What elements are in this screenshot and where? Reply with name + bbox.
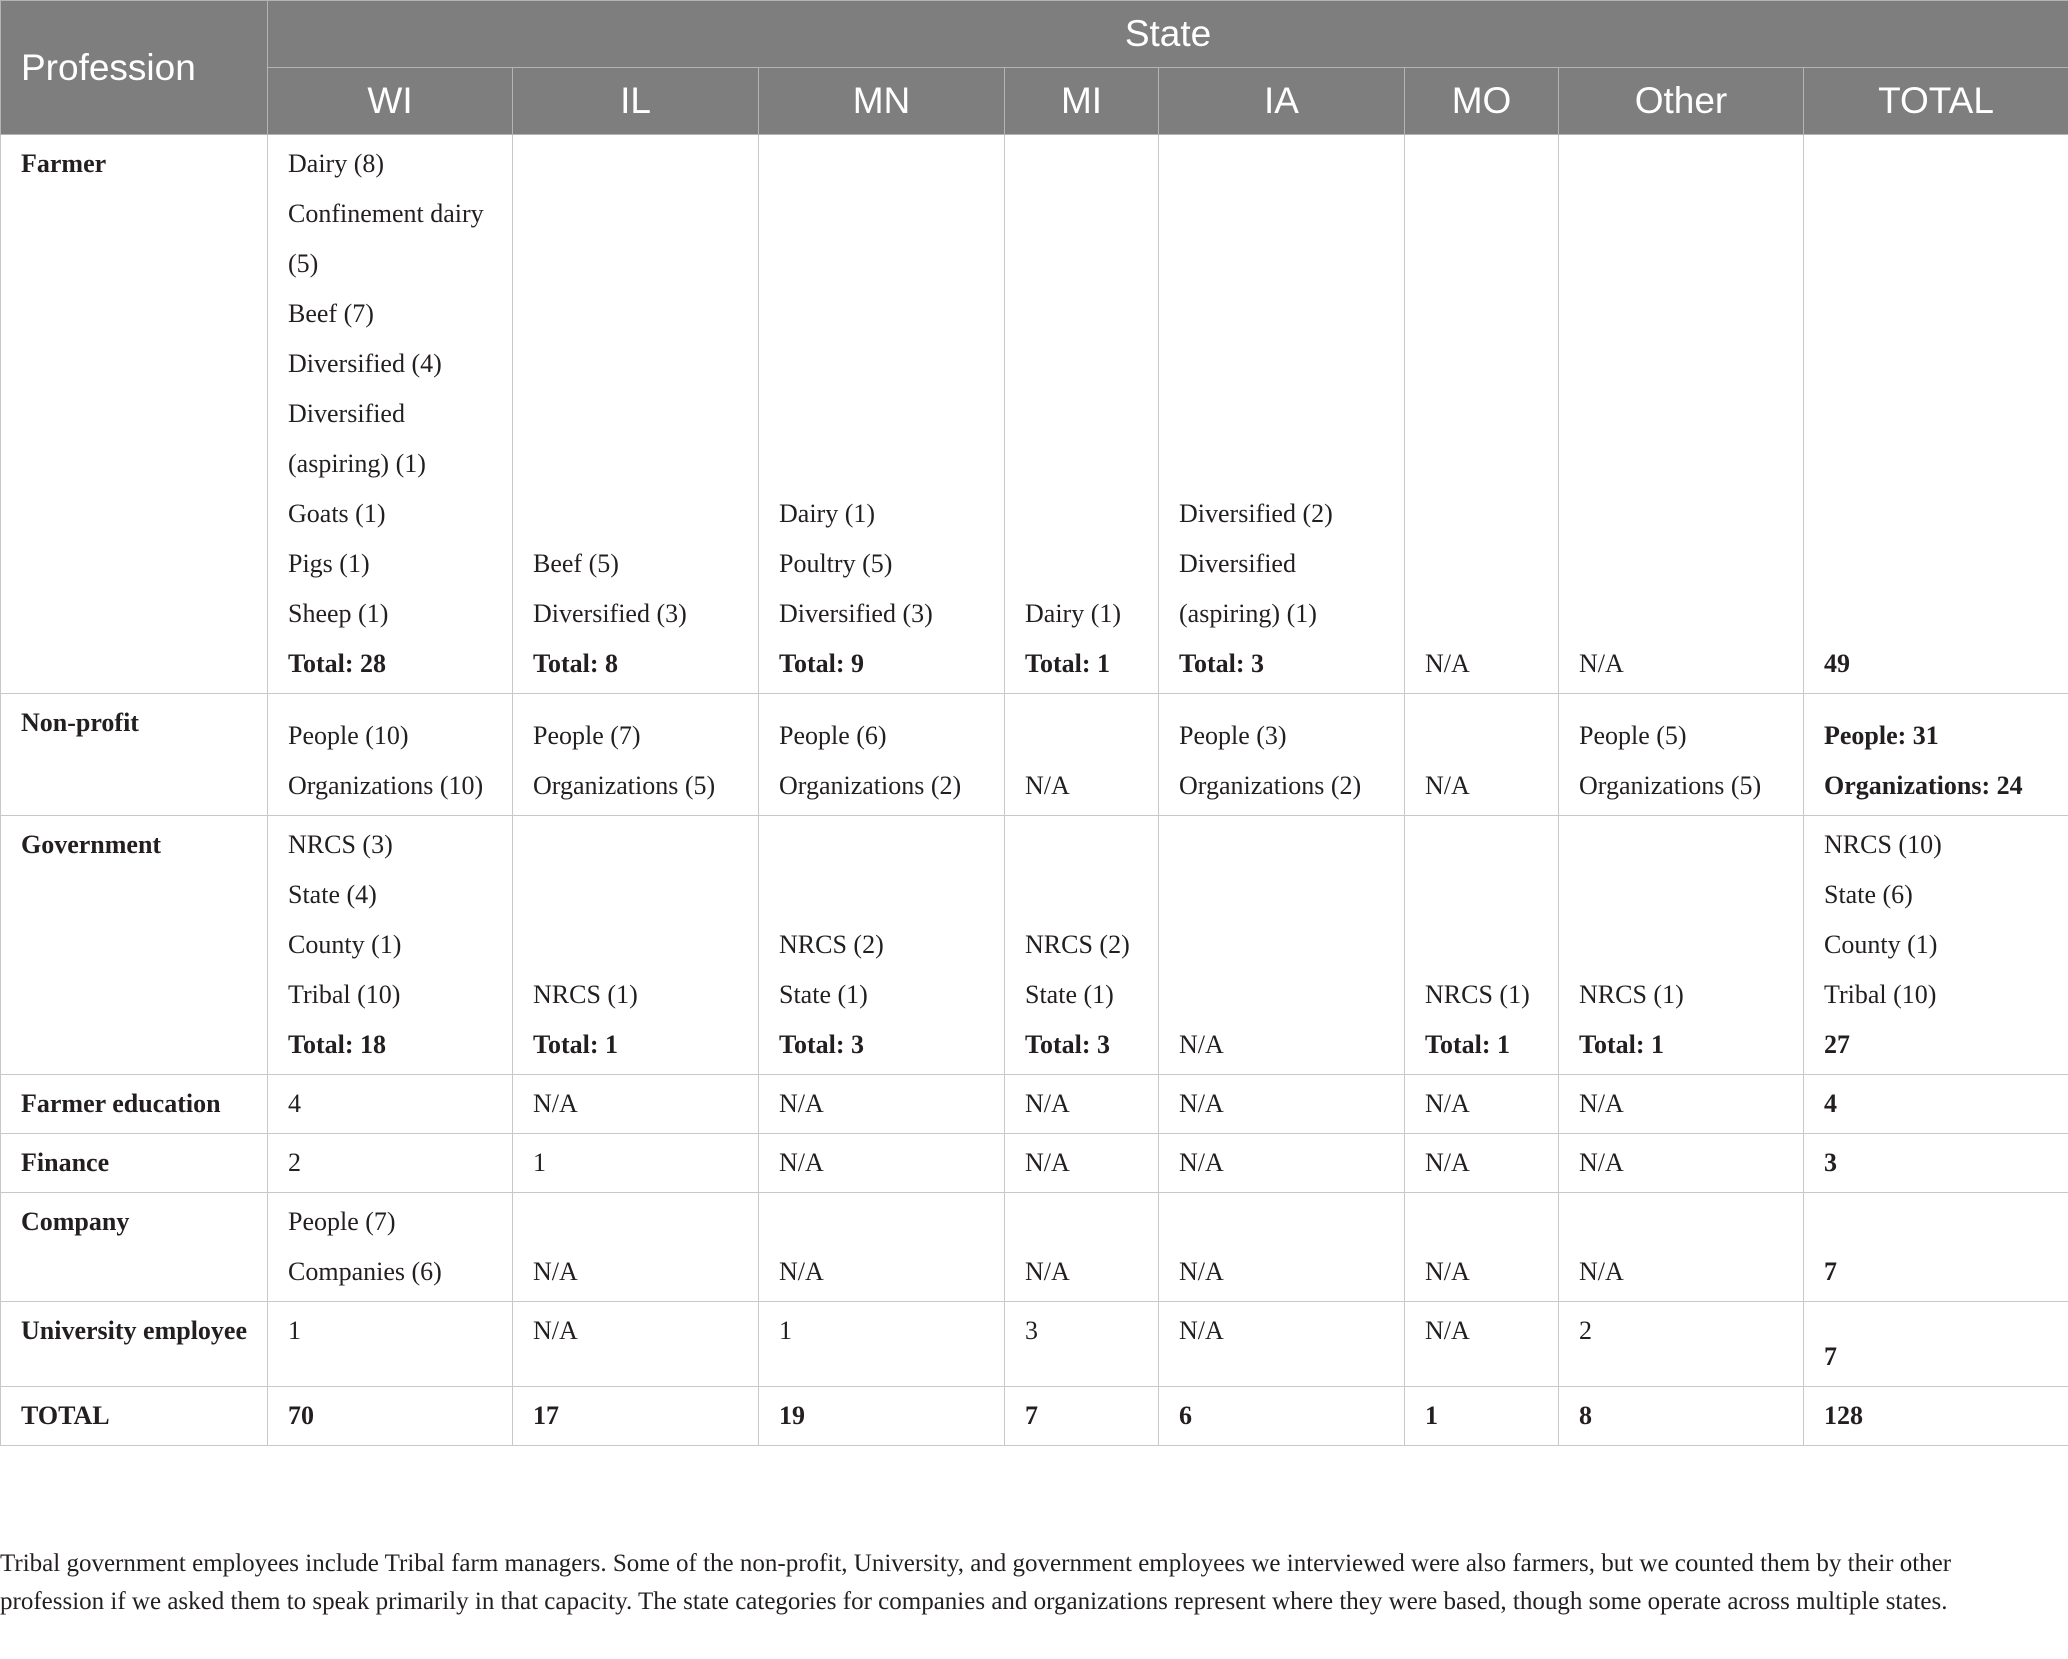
cell-line: People: 31: [1824, 721, 1939, 750]
cell-line: People (6): [779, 721, 887, 750]
cell-line: Diversified (3): [779, 599, 933, 628]
table-cell: [513, 1134, 759, 1193]
row-label: Government: [1, 816, 268, 1075]
table-cell: [759, 694, 1005, 816]
table-cell: [268, 1302, 513, 1387]
table-cell: [759, 1075, 1005, 1134]
table-cell: [759, 135, 1005, 694]
cell-line: Confinement dairy (5): [288, 199, 484, 278]
table-cell: [513, 694, 759, 816]
cell-line: NRCS (1): [533, 980, 638, 1009]
table-cell: [1559, 694, 1804, 816]
table-cell: [1005, 816, 1159, 1075]
table-cell: [1159, 1134, 1405, 1193]
row-label: University employee: [1, 1302, 268, 1387]
table-row: [1, 1075, 2068, 1134]
cell-line: NRCS (1): [1425, 980, 1530, 1009]
cell-line: 1: [1425, 1401, 1438, 1430]
table-cell: [1159, 1302, 1405, 1387]
cell-line: Companies (6): [288, 1257, 442, 1286]
cell-line: N/A: [1179, 1148, 1224, 1177]
cell-line: 70: [288, 1401, 314, 1430]
table-cell: [1804, 1075, 2068, 1134]
row-label: Company: [1, 1193, 268, 1302]
table-row: [1, 1193, 2068, 1302]
header-state: State: [268, 1, 2068, 68]
table-cell: [1159, 1193, 1405, 1302]
cell-line: Total: 3: [779, 1030, 864, 1059]
table-cell: [1005, 694, 1159, 816]
table-cell: [268, 1387, 513, 1446]
cell-line: People (7): [533, 721, 641, 750]
cell-line: 1: [288, 1316, 301, 1345]
cell-line: Beef (5): [533, 549, 619, 578]
cell-line: N/A: [1179, 1089, 1224, 1118]
cell-line: Diversified (4): [288, 349, 442, 378]
cell-line: 19: [779, 1401, 805, 1430]
table-footnote: Tribal government employees include Tribal farm managers. Some of the non-profit, University, and government employees we interviewed were also farmers, but we counted them by their other profession if we asked them to speak primarily in that capacity. The state categories for companies and organizations represent where they were based, though some operate across multiple states.: [0, 1550, 1952, 1615]
cell-line: N/A: [1425, 649, 1470, 678]
row-label: Finance: [1, 1134, 268, 1193]
table-cell: [268, 135, 513, 694]
cell-line: People (3): [1179, 721, 1287, 750]
cell-line: NRCS (1): [1579, 980, 1684, 1009]
header-col-ia: IA: [1159, 68, 1405, 135]
table-cell: [1804, 694, 2068, 816]
table-cell: [1005, 1193, 1159, 1302]
table-cell: [1804, 1134, 2068, 1193]
table-cell: [513, 135, 759, 694]
cell-line: Diversified (aspiring) (1): [1179, 549, 1317, 628]
cell-line: N/A: [1179, 1030, 1224, 1059]
cell-line: 2: [1579, 1316, 1592, 1345]
cell-line: Tribal (10): [1824, 980, 1937, 1009]
cell-line: Total: 1: [1425, 1030, 1510, 1059]
table-cell: [1159, 816, 1405, 1075]
table-cell: [1559, 1387, 1804, 1446]
cell-line: NRCS (10): [1824, 830, 1942, 859]
table-row: [1, 1387, 2068, 1446]
table-cell: [1405, 1075, 1559, 1134]
header-col-mo: MO: [1405, 68, 1559, 135]
table-cell: [1405, 135, 1559, 694]
table-cell: [1559, 816, 1804, 1075]
cell-line: Total: 28: [288, 649, 386, 678]
header-col-total: TOTAL: [1804, 68, 2068, 135]
cell-line: N/A: [779, 1257, 824, 1286]
table-body: [1, 135, 2068, 1446]
table-cell: [1804, 135, 2068, 694]
cell-line: People (10): [288, 721, 409, 750]
header-col-mn: MN: [759, 68, 1005, 135]
row-label: Non-profit: [1, 694, 268, 816]
table-cell: [1005, 1134, 1159, 1193]
cell-line: Total: 3: [1025, 1030, 1110, 1059]
table-cell: [513, 1387, 759, 1446]
cell-line: Goats (1): [288, 499, 386, 528]
cell-line: 7: [1025, 1401, 1038, 1430]
table-cell: [513, 1302, 759, 1387]
cell-line: 17: [533, 1401, 559, 1430]
header-profession: Profession: [1, 1, 268, 135]
table-cell: [268, 694, 513, 816]
cell-line: Dairy (1): [1025, 599, 1122, 628]
table-cell: [1159, 135, 1405, 694]
cell-line: N/A: [1025, 1257, 1070, 1286]
header-col-other: Other: [1559, 68, 1804, 135]
cell-line: N/A: [1179, 1316, 1224, 1345]
cell-line: N/A: [779, 1148, 824, 1177]
cell-line: Diversified (aspiring) (1): [288, 399, 426, 478]
row-label: Farmer: [1, 135, 268, 694]
cell-line: Organizations (5): [533, 771, 716, 800]
cell-line: 7: [1824, 1257, 1837, 1286]
cell-line: N/A: [1579, 1148, 1624, 1177]
cell-line: State (1): [1025, 980, 1114, 1009]
cell-line: People (5): [1579, 721, 1687, 750]
table-cell: [1559, 1193, 1804, 1302]
cell-line: 49: [1824, 649, 1850, 678]
cell-line: State (1): [779, 980, 868, 1009]
cell-line: NRCS (3): [288, 830, 393, 859]
cell-line: 1: [533, 1148, 546, 1177]
cell-line: Total: 1: [533, 1030, 618, 1059]
table-cell: [268, 816, 513, 1075]
cell-line: Dairy (1): [779, 499, 876, 528]
table-cell: [1804, 1387, 2068, 1446]
table-cell: [1804, 816, 2068, 1075]
table-cell: [513, 1075, 759, 1134]
table-row: [1, 1302, 2068, 1387]
cell-line: N/A: [1579, 1089, 1624, 1118]
cell-line: N/A: [1179, 1257, 1224, 1286]
header-col-il: IL: [513, 68, 759, 135]
table-cell: [1559, 1134, 1804, 1193]
cell-line: Total: 1: [1025, 649, 1110, 678]
cell-line: N/A: [1425, 1148, 1470, 1177]
table-cell: [1005, 1075, 1159, 1134]
cell-line: N/A: [1579, 1257, 1624, 1286]
table-header: [1, 1, 2068, 135]
cell-line: 8: [1579, 1401, 1592, 1430]
cell-line: Total: 3: [1179, 649, 1264, 678]
table-cell: [1005, 135, 1159, 694]
cell-line: County (1): [288, 930, 402, 959]
table-row: [1, 694, 2068, 816]
cell-line: Beef (7): [288, 299, 374, 328]
cell-line: Organizations (5): [1579, 771, 1762, 800]
cell-line: County (1): [1824, 930, 1938, 959]
row-label: TOTAL: [1, 1387, 268, 1446]
cell-line: Organizations: 24: [1824, 771, 2023, 800]
cell-line: N/A: [1025, 1148, 1070, 1177]
cell-line: State (4): [288, 880, 377, 909]
cell-line: N/A: [1425, 1316, 1470, 1345]
table-cell: [1804, 1302, 2068, 1387]
cell-line: NRCS (2): [1025, 930, 1130, 959]
cell-line: Total: 18: [288, 1030, 386, 1059]
cell-line: Total: 9: [779, 649, 864, 678]
table-cell: [1405, 1387, 1559, 1446]
cell-line: 4: [1824, 1089, 1837, 1118]
table-cell: [1405, 1134, 1559, 1193]
cell-line: People (7): [288, 1207, 396, 1236]
table-cell: [1159, 1075, 1405, 1134]
table-cell: [1559, 1302, 1804, 1387]
cell-line: 3: [1025, 1316, 1038, 1345]
cell-line: Organizations (10): [288, 771, 484, 800]
table-cell: [1005, 1387, 1159, 1446]
table-cell: [1405, 1193, 1559, 1302]
table-row: [1, 1134, 2068, 1193]
cell-line: 2: [288, 1148, 301, 1177]
table-cell: [1159, 1387, 1405, 1446]
cell-line: 6: [1179, 1401, 1192, 1430]
cell-line: State (6): [1824, 880, 1913, 909]
cell-line: Dairy (8): [288, 149, 385, 178]
table-row: [1, 816, 2068, 1075]
table-cell: [513, 816, 759, 1075]
cell-line: Total: 1: [1579, 1030, 1664, 1059]
table-cell: [268, 1075, 513, 1134]
cell-line: N/A: [533, 1316, 578, 1345]
table-cell: [1559, 1075, 1804, 1134]
cell-line: 4: [288, 1089, 301, 1118]
cell-line: N/A: [779, 1089, 824, 1118]
cell-line: Organizations (2): [1179, 771, 1362, 800]
cell-line: N/A: [1025, 1089, 1070, 1118]
cell-line: 3: [1824, 1148, 1837, 1177]
header-col-wi: WI: [268, 68, 513, 135]
cell-line: Total: 8: [533, 649, 618, 678]
cell-line: Diversified (3): [533, 599, 687, 628]
table-cell: [513, 1193, 759, 1302]
table-cell: [1159, 694, 1405, 816]
table-cell: [759, 1387, 1005, 1446]
cell-line: 27: [1824, 1030, 1850, 1059]
cell-line: N/A: [1579, 649, 1624, 678]
cell-line: N/A: [533, 1257, 578, 1286]
table-cell: [268, 1193, 513, 1302]
cell-line: Organizations (2): [779, 771, 962, 800]
cell-line: NRCS (2): [779, 930, 884, 959]
table-cell: [1005, 1302, 1159, 1387]
cell-line: N/A: [1425, 1089, 1470, 1118]
cell-line: Tribal (10): [288, 980, 401, 1009]
table-cell: [1559, 135, 1804, 694]
cell-line: 7: [1824, 1342, 1837, 1371]
cell-line: Pigs (1): [288, 549, 370, 578]
table-row: [1, 135, 2068, 694]
table-cell: [759, 1302, 1005, 1387]
cell-line: 1: [779, 1316, 792, 1345]
table-cell: [1804, 1193, 2068, 1302]
cell-line: N/A: [1425, 771, 1470, 800]
cell-line: Poultry (5): [779, 549, 893, 578]
cell-line: Sheep (1): [288, 599, 389, 628]
table-cell: [759, 816, 1005, 1075]
cell-line: N/A: [1425, 1257, 1470, 1286]
table-cell: [1405, 694, 1559, 816]
table-cell: [1405, 1302, 1559, 1387]
row-label: Farmer education: [1, 1075, 268, 1134]
cell-line: N/A: [1025, 771, 1070, 800]
table-cell: [759, 1193, 1005, 1302]
cell-line: Diversified (2): [1179, 499, 1333, 528]
cell-line: N/A: [533, 1089, 578, 1118]
table-cell: [1405, 816, 1559, 1075]
cell-line: 128: [1824, 1401, 1863, 1430]
table-cell: [759, 1134, 1005, 1193]
header-col-mi: MI: [1005, 68, 1159, 135]
table-cell: [268, 1134, 513, 1193]
